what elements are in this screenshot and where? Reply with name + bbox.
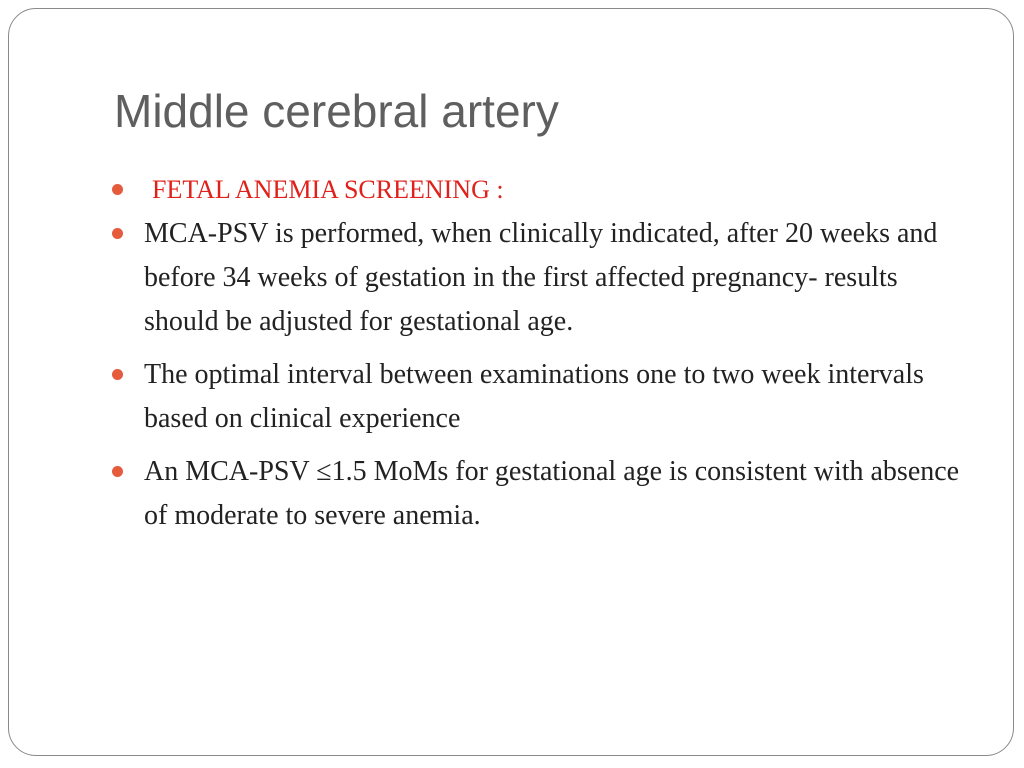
bullet-item-fetal-anemia-screening	[112, 168, 972, 212]
bullet-text: An MCA-PSV ≤1.5 MoMs for gestational age is consistent with absence of moderate to severe anemia.	[144, 456, 960, 531]
bullet-dot-icon	[112, 466, 123, 477]
bullet-dot-icon	[112, 184, 123, 195]
bullet-list	[112, 168, 972, 547]
bullet-text: The optimal interval between examinations one to two week intervals based on clinical experience	[144, 359, 924, 434]
slide-title: Middle cerebral artery	[114, 85, 559, 137]
bullet-text: FETAL ANEMIA SCREENING :	[152, 175, 504, 204]
bullet-text: MCA-PSV is performed, when clinically indicated, after 20 weeks and before 34 weeks of gestation in the first affected pregnancy- results should be adjusted for gestational age.	[144, 218, 938, 337]
bullet-dot-icon	[112, 369, 123, 380]
bullet-item-optimal-interval	[112, 353, 972, 441]
bullet-item-mca-psv-threshold	[112, 450, 972, 538]
bullet-item-mca-psv-timing	[112, 212, 972, 344]
bullet-dot-icon	[112, 228, 123, 239]
